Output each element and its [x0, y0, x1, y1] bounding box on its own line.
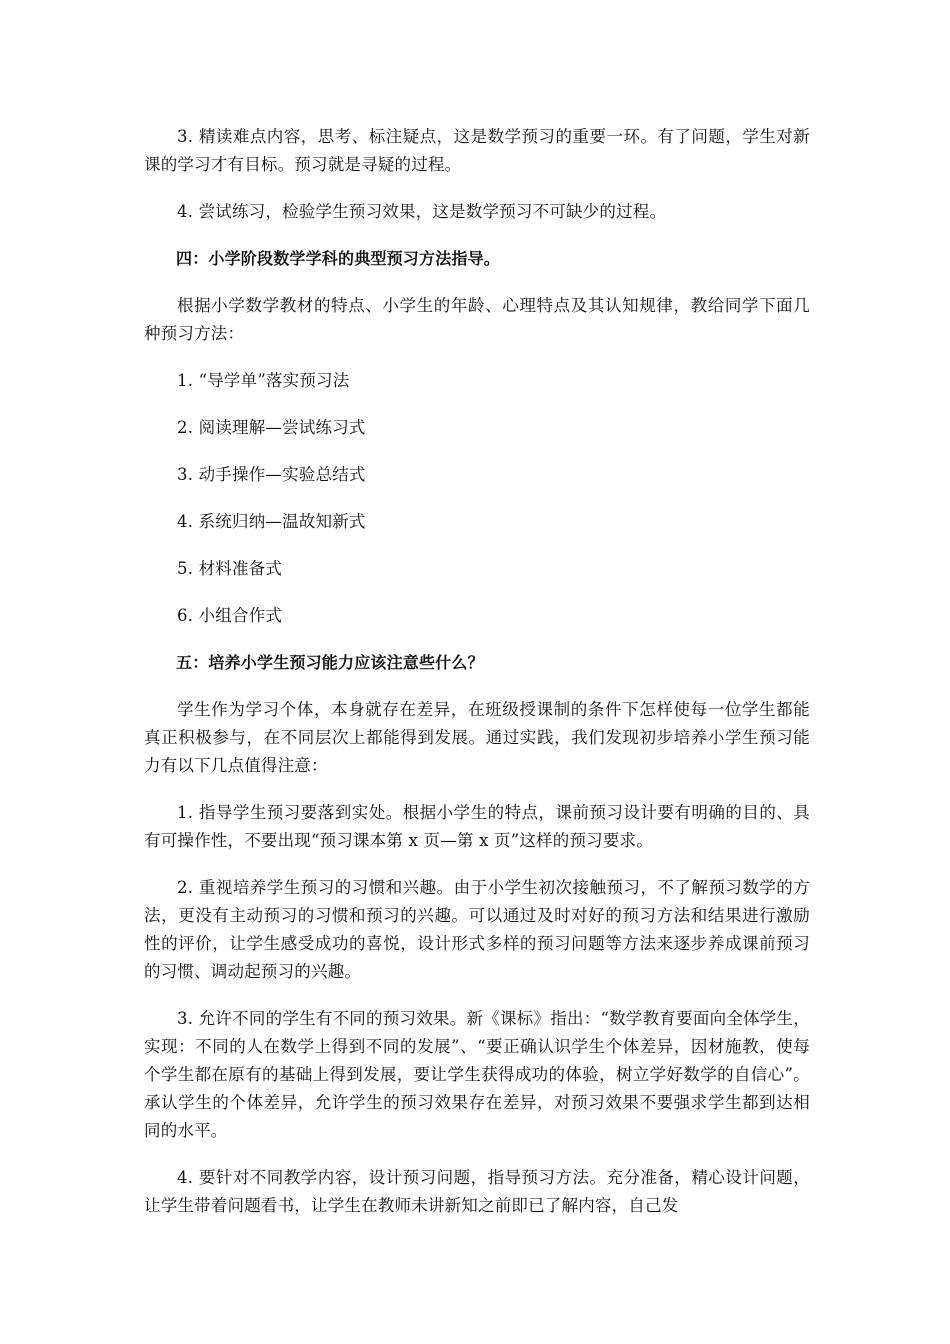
method-item-6: 6. 小组合作式: [177, 606, 283, 625]
document-body: [144, 123, 810, 1220]
paragraph-methods-intro: 根据小学数学教材的特点、小学生的年龄、心理特点及其认知规律，教给同学下面几种预习方法：: [144, 296, 810, 343]
method-item-3: 3. 动手操作—实验总结式: [177, 465, 366, 484]
method-item-1: 1. “导学单”落实预习法: [177, 371, 350, 390]
paragraph-reading-difficulties: 3. 精读难点内容，思考、标注疑点，这是数学预习的重要一环。有了问题，学生对新课的学习才有目标。预习就是寻疑的过程。: [144, 127, 810, 174]
method-item-5: 5. 材料准备式: [177, 559, 283, 578]
paragraph-guidance-point-4: 4. 要针对不同教学内容，设计预习问题，指导预习方法。充分准备，精心设计问题，让学生带着问题看书，让学生在教师未讲新知之前即已了解内容，自己发: [144, 1168, 810, 1215]
method-item-2: 2. 阅读理解—尝试练习式: [177, 418, 366, 437]
paragraph-trial-practice: 4. 尝试练习，检验学生预习效果，这是数学预习不可缺少的过程。: [177, 202, 667, 221]
paragraph-guidance-point-1: 1. 指导学生预习要落到实处。根据小学生的特点，课前预习设计要有明确的目的、具有可操作性，不要出现“预习课本第 x 页—第 x 页”这样的预习要求。: [144, 803, 810, 850]
section-heading-four: 四：小学阶段数学学科的典型预习方法指导。: [176, 249, 501, 268]
paragraph-individual-differences: 学生作为学习个体，本身就存在差异，在班级授课制的条件下怎样使每一位学生都能真正积极参与，在不同层次上都能得到发展。通过实践，我们发现初步培养小学生预习能力有以下几点值得注意：: [144, 700, 810, 775]
section-heading-five: 五：培养小学生预习能力应该注意些什么？: [176, 653, 484, 672]
paragraph-guidance-point-3: 3. 允许不同的学生有不同的预习效果。新《课标》指出：“数学教育要面向全体学生，实现：不同的人在数学上得到不同的发展”、“要正确认识学生个体差异，因材施教，使每个学生都在原有的基础上得到发展，要让学生获得成功的体验，树立学好数学的自信心”。承认学生的个体差异，允许学生的预习效果存在差异，对预习效果不要强求学生都到达相同的水平。: [144, 1009, 810, 1140]
paragraph-guidance-point-2: 2. 重视培养学生预习的习惯和兴趣。由于小学生初次接触预习，不了解预习数学的方法，更没有主动预习的习惯和预习的兴趣。可以通过及时对好的预习方法和结果进行激励性的评价，让学生感受成功的喜悦，设计形式多样的预习问题等方法来逐步养成课前预习的习惯、调动起预习的兴趣。: [144, 878, 810, 981]
method-item-4: 4. 系统归纳—温故知新式: [177, 512, 366, 531]
